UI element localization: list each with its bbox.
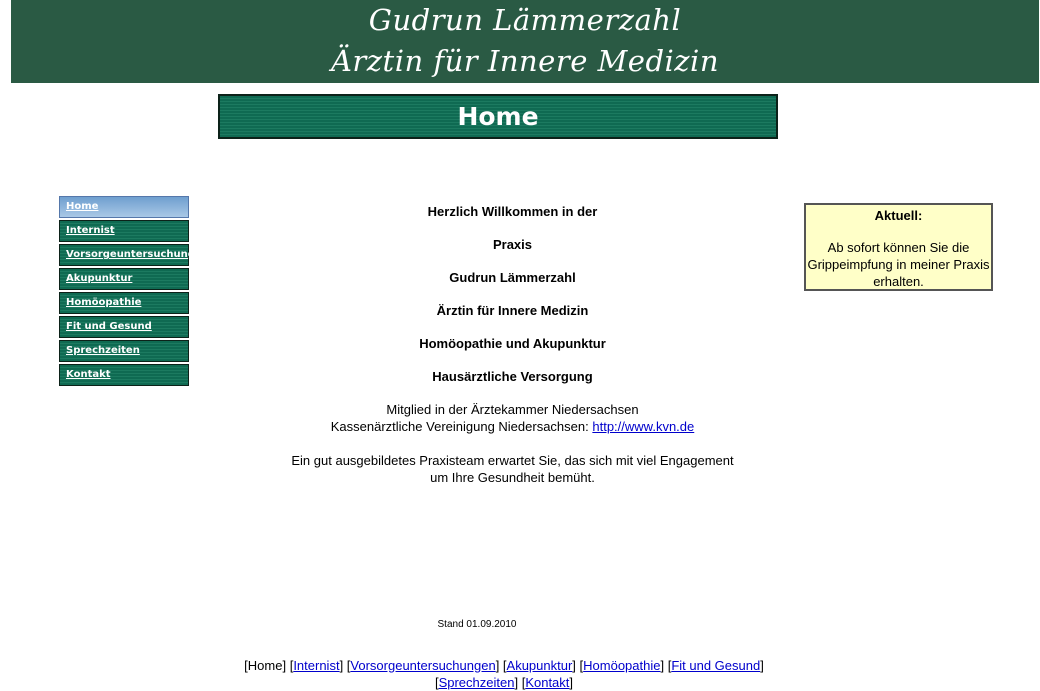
- spacer: [260, 435, 765, 452]
- practice-heading: Praxis: [492, 237, 533, 252]
- news-title: Aktuell:: [874, 208, 923, 223]
- footer-link-sprechzeiten[interactable]: Sprechzeiten: [438, 675, 515, 690]
- news-box: [804, 203, 993, 291]
- last-updated: Stand 01.09.2010: [437, 619, 517, 630]
- footer-link-akupunktur[interactable]: Akupunktur: [506, 658, 573, 673]
- footer-home-current: Home: [247, 658, 283, 673]
- team-text-1: Ein gut ausgebildetes Praxisteam erwartet Sie, das sich mit viel Engagement: [291, 453, 734, 468]
- footer-link-homoeopathie[interactable]: Homöopathie: [583, 658, 661, 673]
- welcome-content: [260, 203, 765, 486]
- footer-nav: [Home] [Internist] [Vorsorgeuntersuchungen] [Akupunktur] [Homöopathie] [Fit und Gesund] [Sprechzeiten] [Kontakt]: [244, 658, 764, 690]
- news-text: Ab sofort können Sie die Grippeimpfung in meiner Praxis erhalten.: [807, 240, 990, 289]
- sidebar-item-sprechzeiten[interactable]: Sprechzeiten: [59, 340, 189, 362]
- sidebar-item-kontakt[interactable]: Kontakt: [59, 364, 189, 386]
- footer-link-kontakt[interactable]: Kontakt: [525, 675, 570, 690]
- sidebar-item-fit-und-gesund[interactable]: Fit und Gesund: [59, 316, 189, 338]
- doctor-name-heading: Gudrun Lämmerzahl: [449, 270, 576, 285]
- sidebar-item-akupunktur[interactable]: Akupunktur: [59, 268, 189, 290]
- page-title: Home: [218, 94, 778, 139]
- sidebar-item-vorsorgeuntersuchungen[interactable]: Vorsorgeuntersuchungen: [59, 244, 189, 266]
- header-name: Gudrun Lämmerzahl: [368, 3, 682, 37]
- services-heading: Homöopathie und Akupunktur: [419, 336, 606, 351]
- footer-link-fit-und-gesund[interactable]: Fit und Gesund: [671, 658, 761, 673]
- footer-link-internist[interactable]: Internist: [293, 658, 340, 673]
- specialty-heading: Ärztin für Innere Medizin: [436, 303, 589, 318]
- site-header: [11, 0, 1039, 83]
- sidebar-nav: [59, 196, 209, 388]
- header-subtitle: Ärztin für Innere Medizin: [330, 44, 720, 78]
- sidebar-item-home[interactable]: Home: [59, 196, 189, 218]
- sidebar-item-internist[interactable]: Internist: [59, 220, 189, 242]
- kvn-link[interactable]: http://www.kvn.de: [592, 419, 695, 434]
- kv-label: Kassenärztliche Vereinigung Niedersachsen:: [330, 419, 593, 434]
- team-text-2: um Ihre Gesundheit bemüht.: [430, 470, 595, 485]
- kv-line: [260, 418, 765, 435]
- welcome-heading: Herzlich Willkommen in der: [427, 204, 598, 219]
- sidebar-item-homoeopathie[interactable]: Homöopathie: [59, 292, 189, 314]
- care-heading: Hausärztliche Versorgung: [432, 369, 593, 384]
- footer-link-vorsorgeuntersuchungen[interactable]: Vorsorgeuntersuchungen: [350, 658, 496, 673]
- membership-line: Mitglied in der Ärztekammer Niedersachsen: [386, 402, 639, 417]
